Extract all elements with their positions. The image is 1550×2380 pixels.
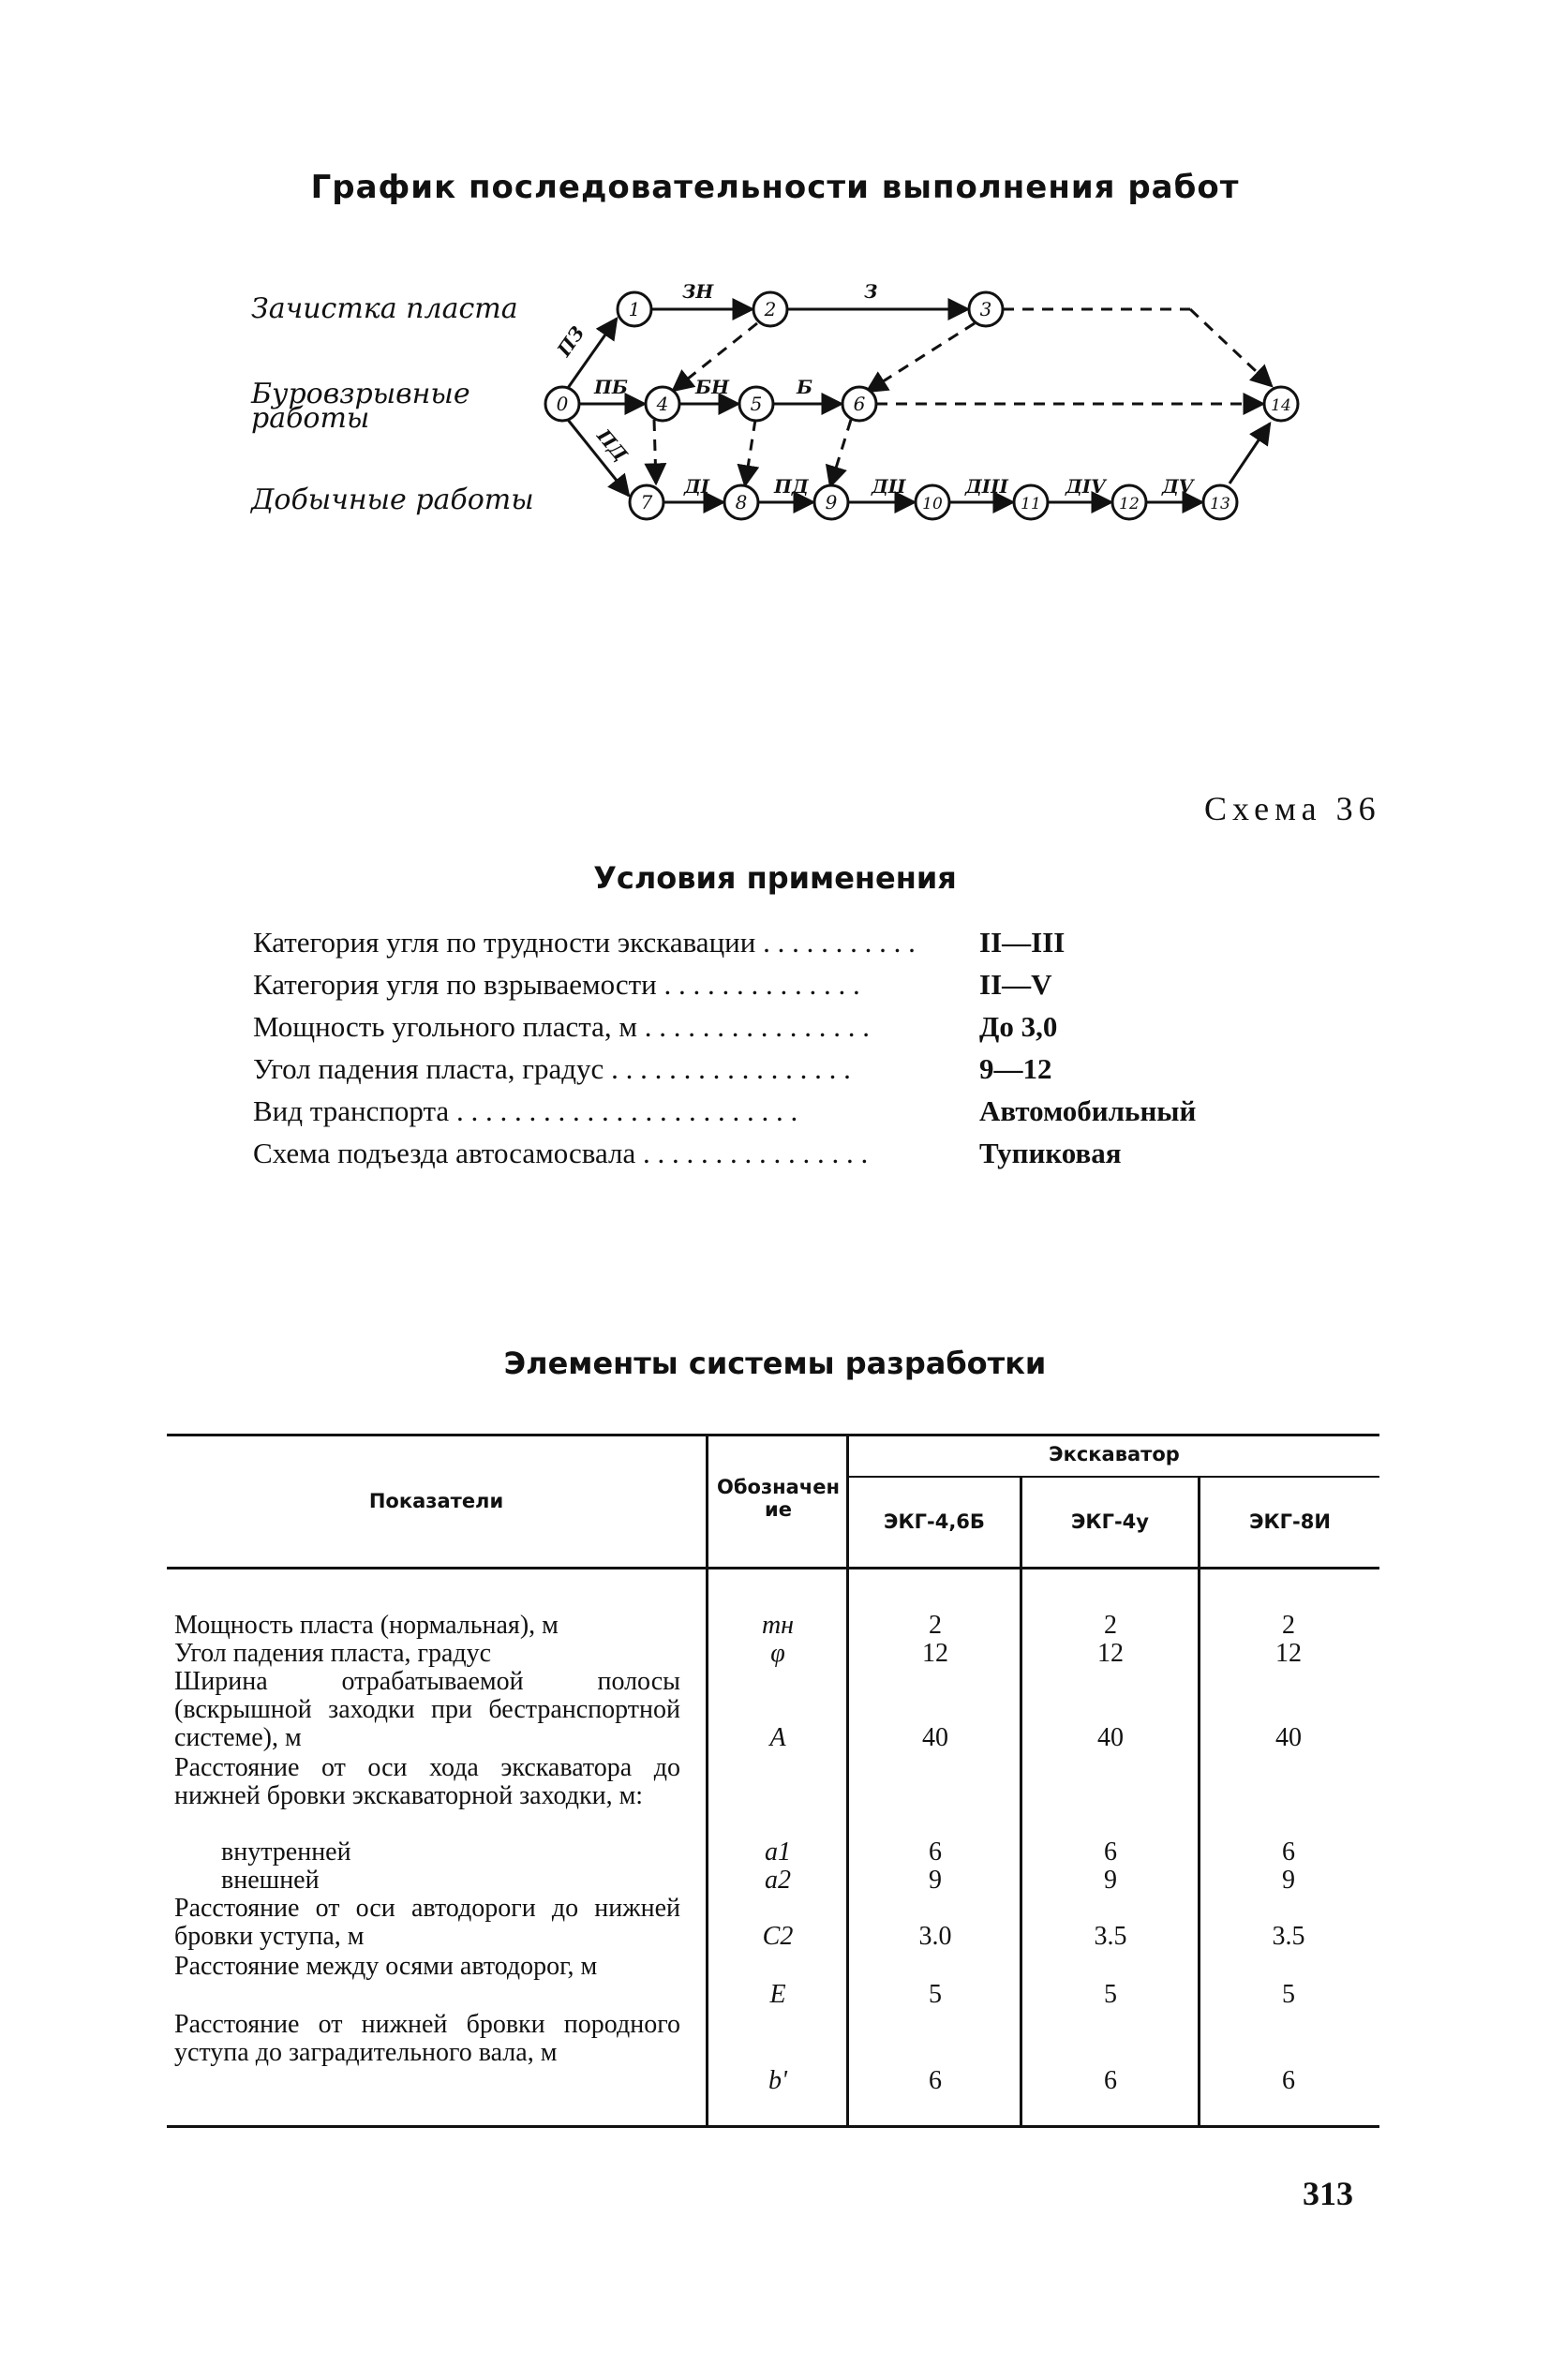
row-value: 2 (1104, 1611, 1117, 1640)
row-name: Расстояние между осями автодорог, м (174, 1952, 598, 1981)
row-value: 9 (1104, 1866, 1117, 1895)
row-value: 2 (929, 1611, 942, 1640)
row-value: 3.5 (1272, 1922, 1305, 1951)
col-divider (706, 1434, 708, 2127)
row-value: 3.5 (1094, 1922, 1127, 1951)
page-number: 313 (1303, 2175, 1353, 2212)
elements-table (167, 1434, 1379, 2136)
row-label-stripping: Зачистка пласта (251, 292, 518, 325)
row-name: Расстояние от нижней бровки породного уступа до заградительного вала, м (174, 2010, 680, 2067)
label-e12: ЗН (682, 280, 714, 303)
row-value: 6 (929, 1837, 942, 1867)
node-6 (842, 387, 876, 421)
row-value: 6 (929, 2066, 942, 2095)
row-value: 5 (1104, 1980, 1117, 2009)
label-e01: ПЗ (552, 321, 589, 361)
dep-6-9 (830, 420, 851, 486)
row-symbol: A (769, 1723, 786, 1752)
node-13 (1203, 485, 1237, 519)
dep-4-7 (654, 420, 656, 483)
graph-title: График последовательности выполнения работ (310, 169, 1240, 206)
label-e89: ПД (774, 475, 809, 498)
svg-text:10: 10 (922, 495, 943, 513)
row-symbol: E (769, 1980, 786, 2009)
condition-row: Мощность угольного пласта, м . . . . . . . . . . . . . . . . До 3,0 (253, 1010, 1058, 1043)
svg-text:4: 4 (656, 393, 669, 415)
row-symbol: φ (770, 1639, 785, 1668)
network-graph (0, 262, 1550, 572)
label-e45: БН (695, 376, 729, 398)
row-symbol: b' (768, 2066, 787, 2095)
row-value: 6 (1282, 1837, 1295, 1867)
svg-text:14: 14 (1271, 396, 1291, 415)
header-symbol: Обозначение (717, 1476, 840, 1521)
table-top-rule (167, 1434, 1379, 1436)
row-name: Расстояние от оси автодороги до нижней бровки уступа, м (174, 1894, 680, 1951)
header-excavator: Экскаватор (1049, 1443, 1180, 1465)
node-5 (739, 387, 773, 421)
row-symbol: C2 (762, 1922, 794, 1951)
node-4 (646, 387, 679, 421)
row-symbol: a2 (765, 1866, 791, 1895)
node-2 (753, 292, 787, 326)
svg-text:1: 1 (628, 298, 641, 320)
row-name: Ширина отрабатываемой полосы (вскрышной заходки при бестранспортной системе), м (174, 1667, 680, 1752)
node-8 (724, 485, 758, 519)
header-model: ЭКГ-8И (1249, 1510, 1331, 1533)
row-name: внешней (221, 1866, 320, 1895)
node-7 (630, 485, 663, 519)
condition-row: Схема подъезда автосамосвала . . . . . . . . . . . . . . . . Тупиковая (253, 1137, 1122, 1169)
svg-text:11: 11 (1021, 495, 1041, 513)
row-value: 40 (922, 1723, 948, 1752)
label-e910: ДII (872, 475, 906, 498)
label-e1213: ДV (1162, 475, 1194, 498)
node-1 (618, 292, 651, 326)
svg-text:7: 7 (640, 491, 653, 513)
node-11 (1014, 485, 1048, 519)
row-value: 12 (1097, 1639, 1124, 1668)
conditions-list (253, 926, 1209, 1179)
col-divider (1020, 1476, 1022, 2127)
edge-13-14 (1230, 424, 1270, 483)
elements-title: Элементы системы разработки (503, 1346, 1047, 1381)
condition-row: Вид транспорта . . . . . . . . . . . . . . . . . . . . . . . . Автомобильный (253, 1094, 1197, 1127)
condition-row: Угол падения пласта, градус . . . . . . . . . . . . . . . . . 9—12 (253, 1052, 1052, 1085)
svg-text:8: 8 (735, 491, 748, 513)
label-e07: ПД (592, 424, 633, 466)
row-value: 3.0 (918, 1922, 952, 1951)
row-value: 40 (1097, 1723, 1124, 1752)
node-9 (814, 485, 848, 519)
row-value: 5 (1282, 1980, 1295, 2009)
row-name: Мощность пласта (нормальная), м (174, 1611, 559, 1640)
header-indicators: Показатели (368, 1490, 504, 1512)
label-e1112: ДIV (1066, 475, 1106, 498)
svg-text:9: 9 (825, 491, 838, 513)
dep-3-6 (867, 323, 975, 392)
node-12 (1112, 485, 1146, 519)
svg-text:3: 3 (979, 298, 992, 320)
svg-text:13: 13 (1210, 495, 1230, 513)
dep-5-8 (745, 420, 755, 485)
row-symbol: a1 (765, 1837, 791, 1867)
label-e23: З (864, 280, 878, 303)
svg-text:6: 6 (853, 393, 866, 415)
group-rule (846, 1476, 1379, 1478)
row-value: 6 (1104, 1837, 1117, 1867)
node-3 (969, 292, 1003, 326)
label-e04: ПБ (594, 376, 628, 398)
scheme-label: Схема 36 (1204, 790, 1381, 827)
condition-row: Категория угля по взрываемости . . . . . . . . . . . . . . II—V (253, 968, 1052, 1001)
label-e1011: ДIII (965, 475, 1008, 498)
conditions-title: Условия применения (593, 860, 957, 896)
col-divider (1198, 1476, 1200, 2127)
row-label-drilling: Буровзрывные работы (251, 378, 470, 435)
row-value: 5 (929, 1980, 942, 2009)
row-label-mining: Добычные работы (251, 483, 534, 516)
node-10 (916, 485, 949, 519)
row-value: 9 (929, 1866, 942, 1895)
svg-text:0: 0 (556, 393, 569, 415)
node-14 (1264, 387, 1298, 421)
row-symbol: mн (761, 1611, 795, 1640)
node-0 (545, 387, 579, 421)
header-model: ЭКГ-4у (1071, 1510, 1149, 1533)
row-value: 12 (1275, 1639, 1302, 1668)
dep-3-14b (1190, 309, 1272, 386)
row-value: 2 (1282, 1611, 1295, 1640)
svg-text:2: 2 (764, 298, 777, 320)
label-e56: Б (797, 376, 813, 398)
row-value: 12 (922, 1639, 948, 1668)
row-value: 6 (1104, 2066, 1117, 2095)
row-value: 6 (1282, 2066, 1295, 2095)
row-value: 40 (1275, 1723, 1302, 1752)
svg-text:5: 5 (750, 393, 763, 415)
label-e78: ДI (684, 475, 710, 498)
row-name: Угол падения пласта, градус (174, 1639, 492, 1668)
header-model: ЭКГ-4,6Б (884, 1510, 985, 1533)
condition-row: Категория угля по трудности экскавации . . . . . . . . . . . II—III (253, 926, 1066, 959)
svg-text:12: 12 (1119, 495, 1140, 513)
row-name: Расстояние от оси хода экскаватора до нижней бровки экскаваторной заходки, м: (174, 1753, 680, 1810)
row-name: внутренней (221, 1837, 351, 1867)
col-divider (846, 1434, 849, 2127)
row-value: 9 (1282, 1866, 1295, 1895)
